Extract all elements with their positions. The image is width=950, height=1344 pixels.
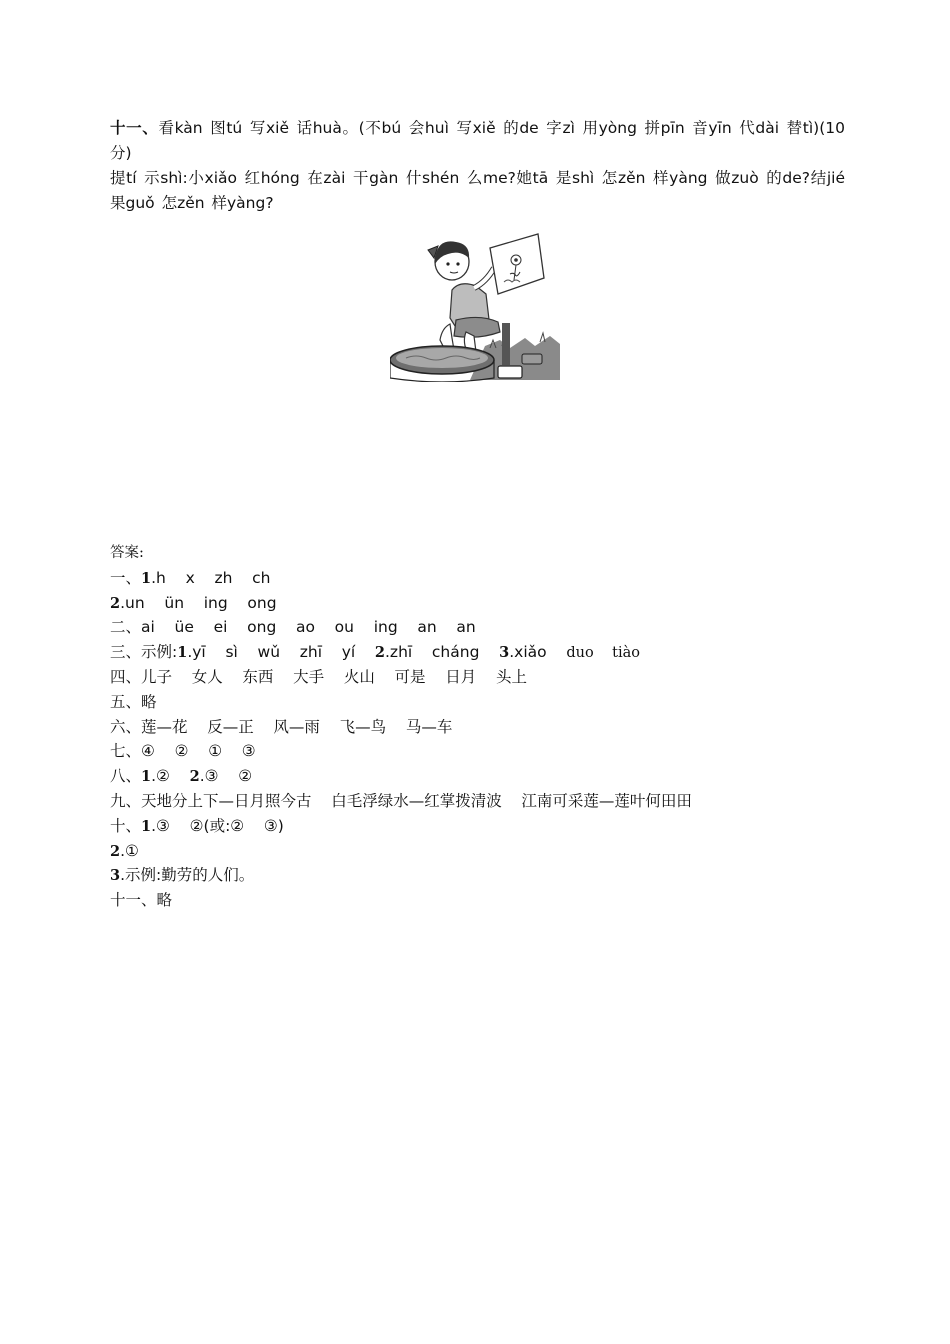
answer-11: 十一、略 xyxy=(110,891,173,910)
answer-8-number-2: 2 xyxy=(189,768,200,786)
answer-8-number-1: 1 xyxy=(141,768,152,786)
question-11-hint: 提tí 示shì:小xiǎo 红hóng 在zài 干gàn 什shén 么me?她tā 是shì 怎zěn 样yàng 做zuò 的de?结jié 果guǒ 怎zěn 样yàng? xyxy=(110,169,845,212)
question-11-instruction: 看kàn 图tú 写xiě 话huà。(不bú 会huì 写xiě 的de 字zì 用yòng 拼pīn 音yīn 代dài 替tì)(10 分) xyxy=(110,119,845,162)
answer-10-part-2 xyxy=(110,839,850,864)
answer-6: 六、莲—花 反—正 风—雨 飞—鸟 马—车 xyxy=(110,717,453,736)
answer-1-text: .h x zh ch xyxy=(151,568,271,587)
answer-3-number-3: 3 xyxy=(499,644,510,662)
answer-1-number: 1 xyxy=(141,569,152,587)
answer-10b-number: 2 xyxy=(110,842,121,860)
answer-10c-text: .示例:勤劳的人们。 xyxy=(120,866,255,885)
answer-3-text-2: .zhī cháng xyxy=(385,643,500,662)
answer-10-part-3 xyxy=(110,863,850,888)
answer-10-text-1: .③ ②(或:② ③) xyxy=(151,816,284,835)
answer-2: 二、ai üe ei ong ao ou ing an an xyxy=(110,618,476,637)
answer-1-part-1 xyxy=(110,566,850,591)
answer-3-text-1: .yī sì wǔ zhī yí xyxy=(187,643,375,662)
answer-7: 七、④ ② ① ③ xyxy=(110,742,256,761)
question-11-prompt xyxy=(110,116,845,166)
answer-3-number-2: 2 xyxy=(374,644,385,662)
answer-8-text-1: .② xyxy=(151,767,190,786)
answer-3-label: 三、示例: xyxy=(110,643,178,662)
answer-8 xyxy=(110,764,850,789)
answer-1-part-2 xyxy=(110,591,850,616)
answer-10-part-1 xyxy=(110,814,850,839)
answer-8-text-2: .③ ② xyxy=(199,767,253,786)
answer-10-number-1: 1 xyxy=(141,817,152,835)
answer-10-label: 十、 xyxy=(110,816,142,835)
answer-8-label: 八、 xyxy=(110,767,142,786)
answer-3-text-4: duo tiào xyxy=(566,645,640,662)
answer-3 xyxy=(110,640,850,665)
answer-10c-number: 3 xyxy=(110,867,121,885)
answer-heading: 答案: xyxy=(110,545,144,561)
answer-3-number-1: 1 xyxy=(177,644,188,662)
answer-1-label: 一、 xyxy=(110,568,142,587)
girl-washing-illustration xyxy=(390,228,562,382)
answer-key xyxy=(110,541,850,913)
answer-1b-text: .un ün ing ong xyxy=(120,593,277,612)
answer-1b-number: 2 xyxy=(110,594,121,612)
answer-4: 四、儿子 女人 东西 大手 火山 可是 日月 头上 xyxy=(110,667,527,686)
question-11-number: 十一、 xyxy=(110,119,159,137)
answer-3-text-3: .xiǎo xyxy=(509,643,567,662)
question-11 xyxy=(110,116,845,216)
answer-5: 五、略 xyxy=(110,692,157,711)
answer-9: 九、天地分上下—日月照今古 白毛浮绿水—红掌拨清波 江南可采莲—莲叶何田田 xyxy=(110,791,692,810)
answer-10b-text: .① xyxy=(120,841,139,860)
